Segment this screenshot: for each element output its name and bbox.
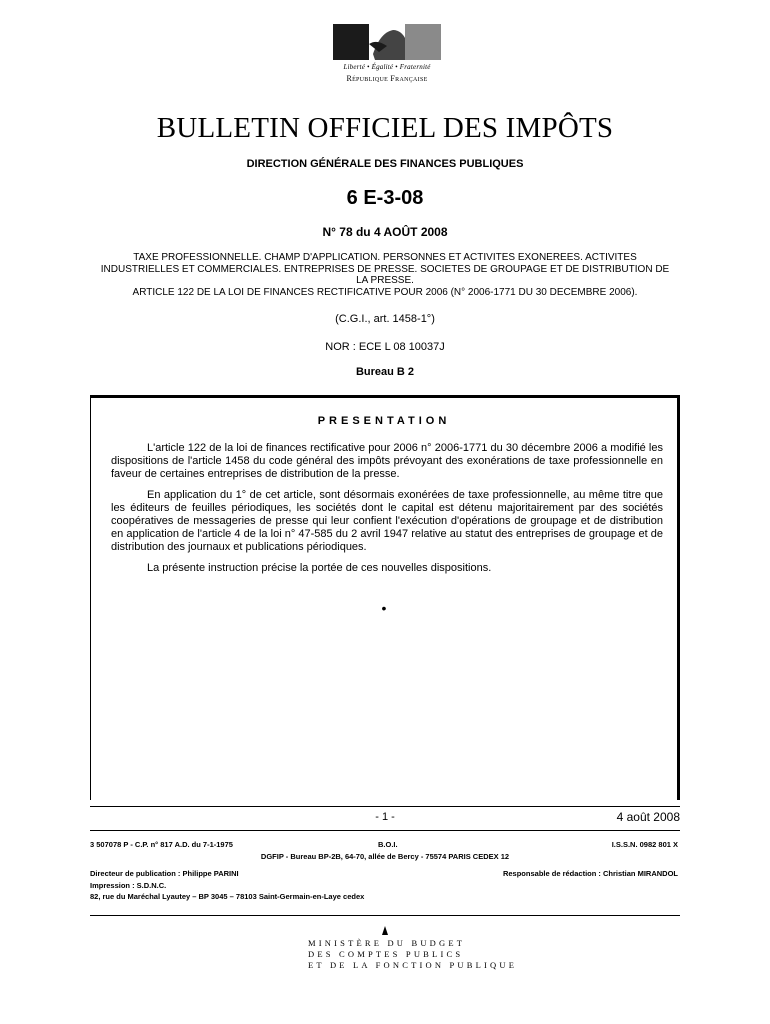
flag-band-middle (369, 24, 405, 60)
bureau-reference: Bureau B 2 (355, 366, 415, 378)
page-title: BULLETIN OFFICIEL DES IMPÔTS (156, 112, 614, 144)
republique-logo (333, 24, 441, 86)
subject-summary (95, 252, 675, 298)
footer-divider (90, 806, 680, 807)
ministry-emblem-icon (382, 926, 388, 935)
marianne-flag-icon (333, 24, 441, 60)
page-number: - 1 - (375, 811, 395, 823)
instruction-number: 6 E-3-08 (346, 187, 424, 209)
ministry-line: ET DE LA FONCTION PUBLIQUE (308, 960, 518, 970)
bullet-mark: • (381, 600, 387, 616)
cgi-reference: (C.G.I., art. 1458-1°) (335, 313, 435, 325)
presentation-paragraph: En application du 1° de cet article, sont désormais exonérées de taxe professionnelle, au même titre que les éditeurs de feuilles périodiques, les sociétés dont le capital est détenu majoritairement par des sociétés coopératives de messageries de presse qui leur confient l'exécution d'opérations de groupage et de distribution en application de l'article 4 de la loi n° 47-585 du 2 avril 1947 relative au statut des entreprises de groupage et de distribution des journaux et publications périodiques. (111, 488, 663, 554)
subject-line: ARTICLE 122 DE LA LOI DE FINANCES RECTIFICATIVE POUR 2006 (N° 2006-1771 DU 30 DECEMBRE 2006). (132, 286, 638, 298)
bulletin-number: N° 78 du 4 AOÛT 2008 (322, 225, 448, 239)
presentation-heading: PRESENTATION (317, 415, 451, 427)
printer-address: 82, rue du Maréchal Lyautey – BP 3045 – 78103 Saint-Germain-en-Laye cedex (90, 892, 365, 901)
dgfip-address: DGFIP - Bureau BP-2B, 64-70, allée de Bercy - 75574 PARIS CEDEX 12 (260, 852, 510, 861)
legal-notice (90, 830, 680, 916)
editorial-manager: Responsable de rédaction : Christian MIRANDOL (502, 869, 678, 878)
presentation-paragraph: L'article 122 de la loi de finances rectificative pour 2006 n° 2006-1771 du 30 décembre 2006 a modifié les dispositions de l'article 1458 du code général des impôts prévoyant des exonérations de taxe professionnelle en faveur de certaines entreprises de distribution de la presse. (111, 442, 663, 481)
subject-line: TAXE PROFESSIONNELLE. CHAMP D'APPLICATION. PERSONNES ET ACTIVITES EXONEREES. ACTIVITES INDUSTRIELLES ET COMMERCIALES. ENTREPRISES DE PRESSE. SOCIETES DE GROUPAGE ET DE DISTRIBUTION DE LA PRESSE. (100, 252, 670, 286)
footer-date: 4 août 2008 (616, 810, 680, 824)
marianne-profile-icon (369, 24, 405, 60)
logo-motto: Liberté • Égalité • Fraternité (343, 63, 431, 71)
presentation-body (111, 442, 663, 582)
printing-info: Impression : S.D.N.C. (90, 881, 167, 890)
cp-number: 3 507078 P - C.P. n° 817 A.D. du 7-1-1975 (90, 840, 233, 849)
boi-label: B.O.I. (378, 840, 398, 849)
ministry-line: MINISTÈRE DU BUDGET (308, 938, 466, 948)
nor-reference: NOR : ECE L 08 10037J (325, 341, 445, 353)
ministry-line: DES COMPTES PUBLICS (308, 949, 464, 959)
page-subtitle: DIRECTION GÉNÉRALE DES FINANCES PUBLIQUES (246, 158, 524, 170)
flag-band-left (333, 24, 369, 60)
logo-republic: République Française (346, 74, 428, 83)
presentation-box (90, 395, 680, 800)
flag-band-right (405, 24, 441, 60)
issn-number: I.S.S.N. 0982 801 X (611, 840, 678, 849)
publication-director: Directeur de publication : Philippe PARINI (90, 869, 239, 878)
presentation-paragraph: La présente instruction précise la portée de ces nouvelles dispositions. (147, 561, 492, 574)
